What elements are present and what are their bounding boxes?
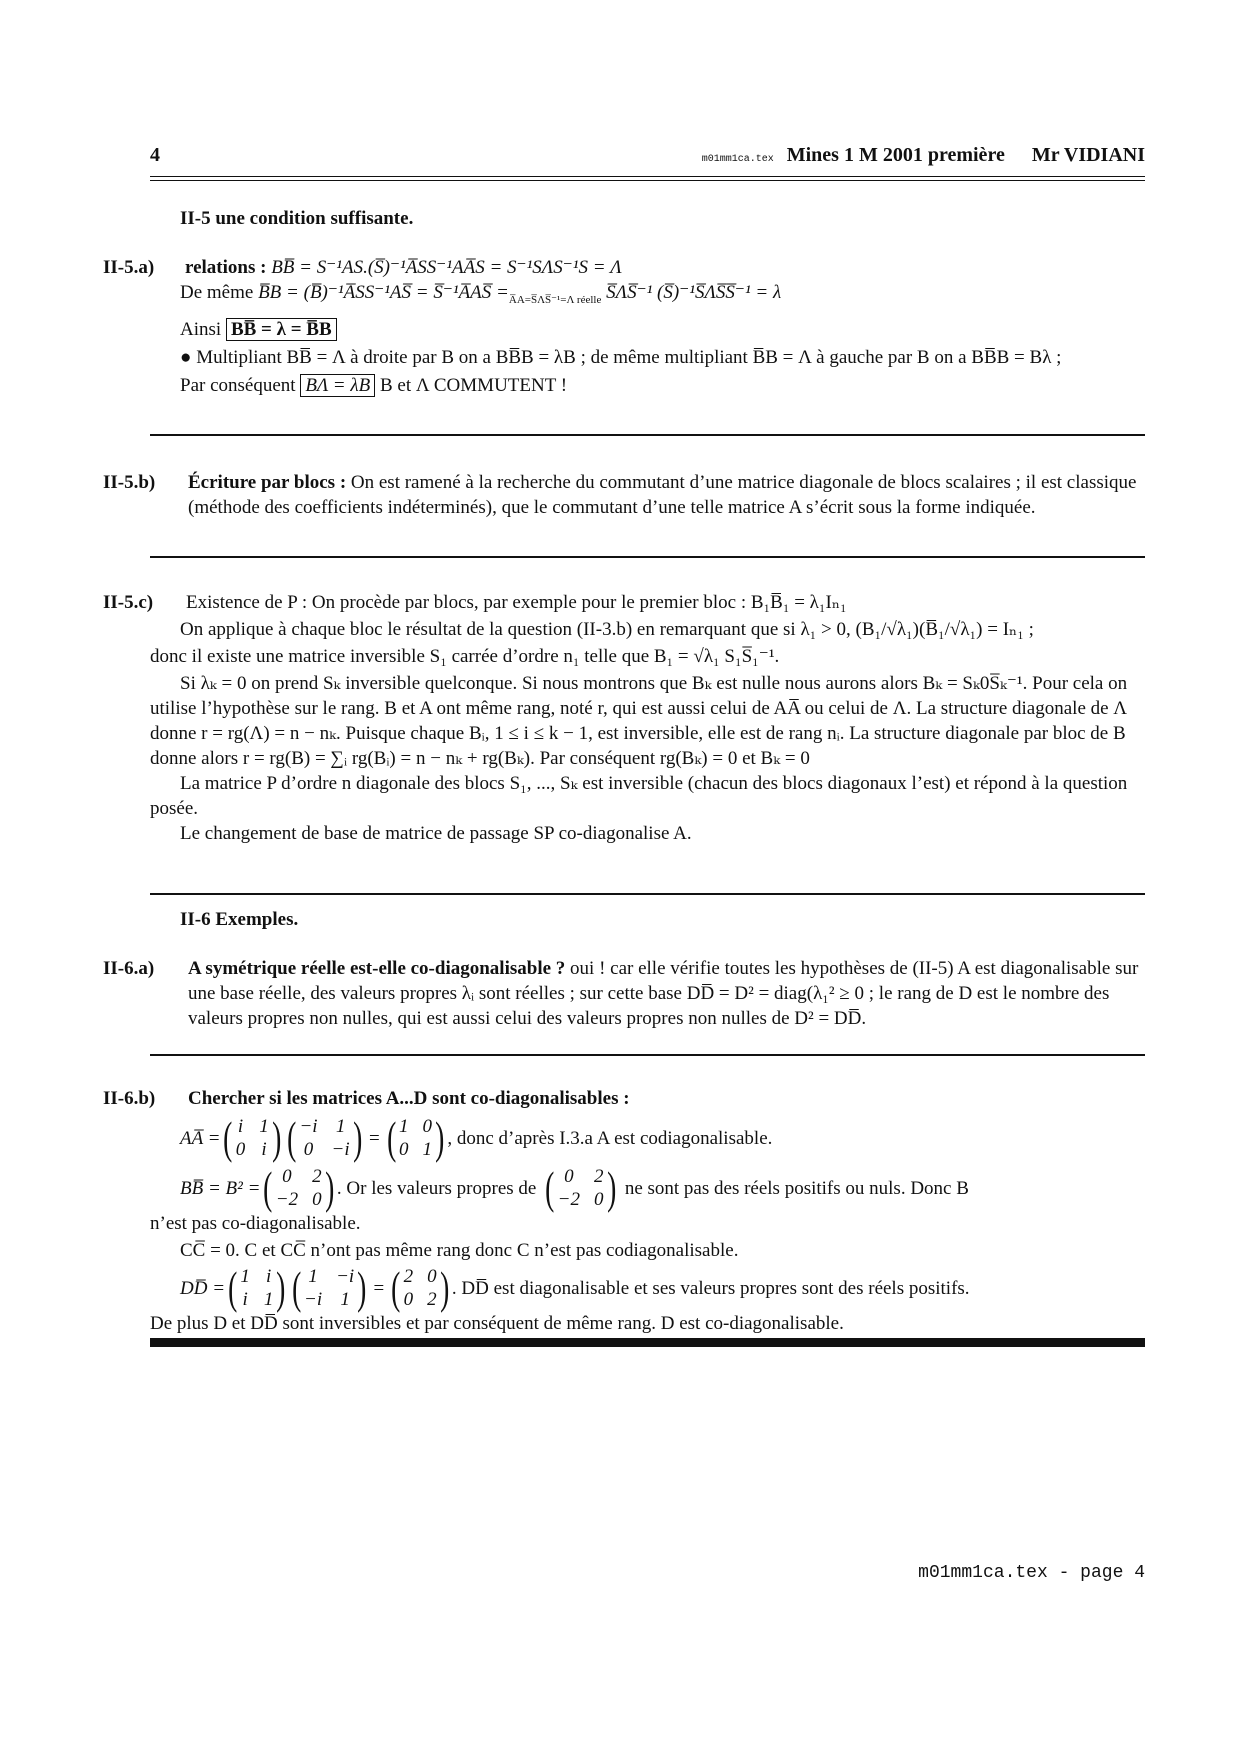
matrix-entry: −2 (275, 1189, 299, 1210)
paragraph: La matrice P d’ordre n diagonale des blocs S₁, ..., Sₖ est inversible (chacun des blocs diagonaux l’est) et répond à la question posée. (150, 773, 1128, 819)
matrix-entry: 0 (399, 1139, 409, 1160)
matrix: ( 2 0 0 2 ) (391, 1262, 449, 1313)
equation-text: ne sont pas des réels positifs ou nuls. Donc B (624, 1177, 969, 1199)
section-rule (150, 556, 1145, 558)
paragraph: Existence de P : On procède par blocs, par exemple pour le premier bloc : B₁B̅₁ = λ₁Iₙ₁ (186, 592, 847, 613)
paragraph: On est ramené à la recherche du commutant d’une matrice diagonale de blocs scalaires ; il est classique (méthode des coefficients indéterminés), que le commutant d’une telle matrice A s’écrit sous la forme indiquée. (188, 472, 1137, 518)
dd-equation: DD̅ = ( 1 i i 1 ) ( 1 −i −i 1 ) = ( 2 0 0 2 ) . DD̅ est diagonalisable et ses valeurs propres sont des réels positifs. (180, 1262, 970, 1313)
header-title: Mines 1 M 2001 première (786, 144, 1005, 166)
matrix-entry: 2 (427, 1289, 437, 1310)
matrix-entry: 0 (403, 1289, 414, 1310)
section-title-text: II-6 Exemples. (180, 909, 299, 930)
matrix-entry: 1 (240, 1266, 250, 1287)
matrix-entry: 0 (303, 1139, 314, 1160)
matrix-entry: −i (331, 1139, 350, 1160)
matrix-entry: i (265, 1266, 272, 1287)
paragraph: donc il existe une matrice inversible S₁ carrée d’ordre n₁ telle que B₁ = √λ₁ S₁S̅₁⁻¹. (150, 646, 780, 667)
matrix: ( 0 2 −2 0 ) (545, 1162, 616, 1213)
item-heading: Écriture par blocs : (188, 472, 347, 493)
matrix-entry: 0 (312, 1189, 322, 1210)
matrix-entry: 0 (235, 1139, 246, 1160)
matrix: ( 0 2 −2 0 ) (263, 1162, 334, 1213)
section-rule (150, 1054, 1145, 1056)
matrix-entry: 1 (399, 1116, 409, 1137)
header-right (702, 143, 1145, 172)
equation-subscript: A̅A=S̅ΛS̅⁻¹=Λ réelle (508, 293, 602, 306)
paragraph: CC̅ = 0. C et CC̅ n’ont pas même rang donc C n’est pas codiagonalisable. (180, 1240, 739, 1261)
boxed-result: BΛ = λB (300, 374, 375, 397)
bullet-text: Multipliant BB̅ = Λ à droite par B on a BB̅B = λB ; de même multipliant B̅B = Λ à gauche par B on a BB̅B = Bλ ; (196, 346, 1062, 368)
matrix-entry: 1 (308, 1266, 318, 1287)
page-number: 4 (150, 144, 160, 166)
item-label: II-6.b) (103, 1088, 156, 1109)
matrix: ( 1 0 0 1 ) (386, 1112, 445, 1163)
item-heading: Chercher si les matrices A...D sont co-diagonalisables : (188, 1088, 630, 1109)
paragraph: On applique à chaque bloc le résultat de la question (II-3.b) en remarquant que si λ₁ > 0, (B₁/√λ₁)(B̅₁/√λ₁) = Iₙ₁ ; (180, 619, 1034, 640)
matrix-entry: 1 (263, 1289, 274, 1310)
equation-line: B̅B = (B̅)⁻¹A̅SS⁻¹AS̅ = S̅⁻¹A̅AS̅ = (258, 282, 509, 303)
matrix-entry: 0 (594, 1189, 604, 1210)
matrix-entry: −i (304, 1289, 323, 1310)
section-ii5-title (150, 206, 1145, 231)
text-ainsi: Ainsi (180, 318, 222, 340)
commute-text: B et Λ COMMUTENT ! (379, 374, 568, 396)
item-ii6a (103, 956, 1145, 1031)
equation-text: , donc d’après I.3.a A est codiagonalisable. (447, 1127, 773, 1149)
matrix-entry: 1 (335, 1116, 346, 1137)
text-consequent: Par conséquent (180, 374, 296, 396)
matrix-entry: 0 (422, 1116, 433, 1137)
matrix-entry: −2 (557, 1189, 580, 1210)
item-label: II-6.a) (103, 958, 155, 979)
header-rule (150, 176, 1145, 181)
item-ii5a (103, 255, 1145, 398)
item-label: II-5.a) (103, 257, 155, 278)
item-ii6b (103, 1086, 1145, 1336)
matrix-entry: 2 (594, 1166, 604, 1187)
text-prefix: De même (180, 282, 254, 303)
equation-line: BB̅ = S⁻¹AS.(S̅)⁻¹A̅SS⁻¹AA̅S = S⁻¹SΛS⁻¹S = Λ (271, 257, 622, 278)
paragraph: n’est pas co-diagonalisable. (150, 1213, 361, 1234)
matrix-entry: 0 (282, 1166, 292, 1187)
matrix-entry: 2 (312, 1166, 322, 1187)
equation-text: . Or les valeurs propres de (336, 1177, 537, 1199)
matrix-entry: 2 (403, 1266, 414, 1287)
end-rule (150, 1338, 1145, 1347)
matrix-entry: i (242, 1289, 248, 1310)
boxed-result: BB̅ = λ = B̅B (226, 318, 337, 341)
paragraph: oui ! car elle vérifie toutes les hypothèses de (II-5) A est diagonalisable sur une base réelle, des valeurs propres λᵢ sont réelles ; sur cette base DD̅ = D² = diag(λ₁² ≥ 0 ; le rang de D est le nombre des valeurs propres non nulles, qui est aussi celui des valeurs propres non nulles de D² = DD̅. (188, 958, 1139, 1029)
matrix: ( −i 1 0 −i ) (287, 1112, 362, 1163)
matrix: ( 1 i i 1 ) (228, 1262, 286, 1313)
aa-equation: AA̅ = ( i 1 0 i ) ( −i 1 0 −i ) = ( 1 0 0 1 ) , donc d’après I.3.a A est codiagonalisable. (180, 1112, 773, 1163)
matrix-entry: i (237, 1116, 244, 1137)
paragraph: Le changement de base de matrice de passage SP co-diagonalise A. (180, 823, 692, 844)
item-ii5b (103, 470, 1145, 520)
item-label: II-5.c) (103, 592, 154, 613)
paragraph: De plus D et DD̅ sont inversibles et par conséquent de même rang. D est co-diagonalisable. (150, 1313, 844, 1334)
item-heading: A symétrique réelle est-elle co-diagonalisable ? (188, 958, 566, 979)
matrix-entry: 1 (259, 1116, 269, 1137)
page-footer: m01mm1ca.tex - page 4 (918, 1563, 1145, 1583)
matrix: ( i 1 0 i ) (223, 1112, 282, 1163)
section-ii6-title (150, 907, 1145, 932)
equation-line: S̅ΛS̅⁻¹ (S̅)⁻¹S̅ΛS̅S̅⁻¹ = λ (606, 282, 782, 303)
bb-equation (150, 1162, 1145, 1213)
item-ii5c (103, 590, 1145, 846)
equation-lhs: BB̅ = B² = (180, 1177, 261, 1199)
header-author: Mr VIDIANI (1031, 144, 1145, 166)
matrix-entry: −i (336, 1266, 355, 1287)
equation-text: . DD̅ est diagonalisable et ses valeurs propres sont des réels positifs. (451, 1277, 970, 1299)
matrix-entry: 0 (427, 1266, 437, 1287)
equation-lhs: DD̅ = (180, 1277, 226, 1299)
page-header (150, 143, 1145, 169)
section-rule (150, 434, 1145, 436)
matrix-entry: −i (299, 1116, 318, 1137)
bullet-icon: ● (180, 346, 192, 368)
equation-lhs: AA̅ = (180, 1127, 221, 1149)
item-heading: relations : (185, 257, 267, 278)
matrix: ( 1 −i −i 1 ) (291, 1262, 367, 1313)
matrix-entry: 1 (422, 1139, 433, 1160)
matrix-entry: i (261, 1139, 267, 1160)
matrix-entry: 0 (564, 1166, 574, 1187)
header-filename: m01mm1ca.tex (701, 154, 774, 165)
section-title-text: II-5 une condition suffisante. (180, 208, 414, 229)
paragraph: Si λₖ = 0 on prend Sₖ inversible quelconque. Si nous montrons que Bₖ est nulle nous aurons alors Bₖ = Sₖ0S̅ₖ⁻¹. Pour cela on utilise l’hypothèse sur le rang. B et A ont même rang, noté r, qui est aussi celui de AA̅ ou celui de Λ. La structure diagonale de Λ donne r = rg(Λ) = n − nₖ. Puisque chaque Bᵢ, 1 ≤ i ≤ k − 1, est inversible, elle est de rang nᵢ. La structure diagonale par bloc de B donne alors r = rg(B) = ∑ᵢ rg(Bᵢ) = n − nₖ + rg(Bₖ). Par conséquent rg(Bₖ) = 0 et Bₖ = 0 (150, 673, 1128, 769)
section-rule (150, 893, 1145, 895)
matrix-entry: 1 (340, 1289, 350, 1310)
item-label: II-5.b) (103, 472, 156, 493)
